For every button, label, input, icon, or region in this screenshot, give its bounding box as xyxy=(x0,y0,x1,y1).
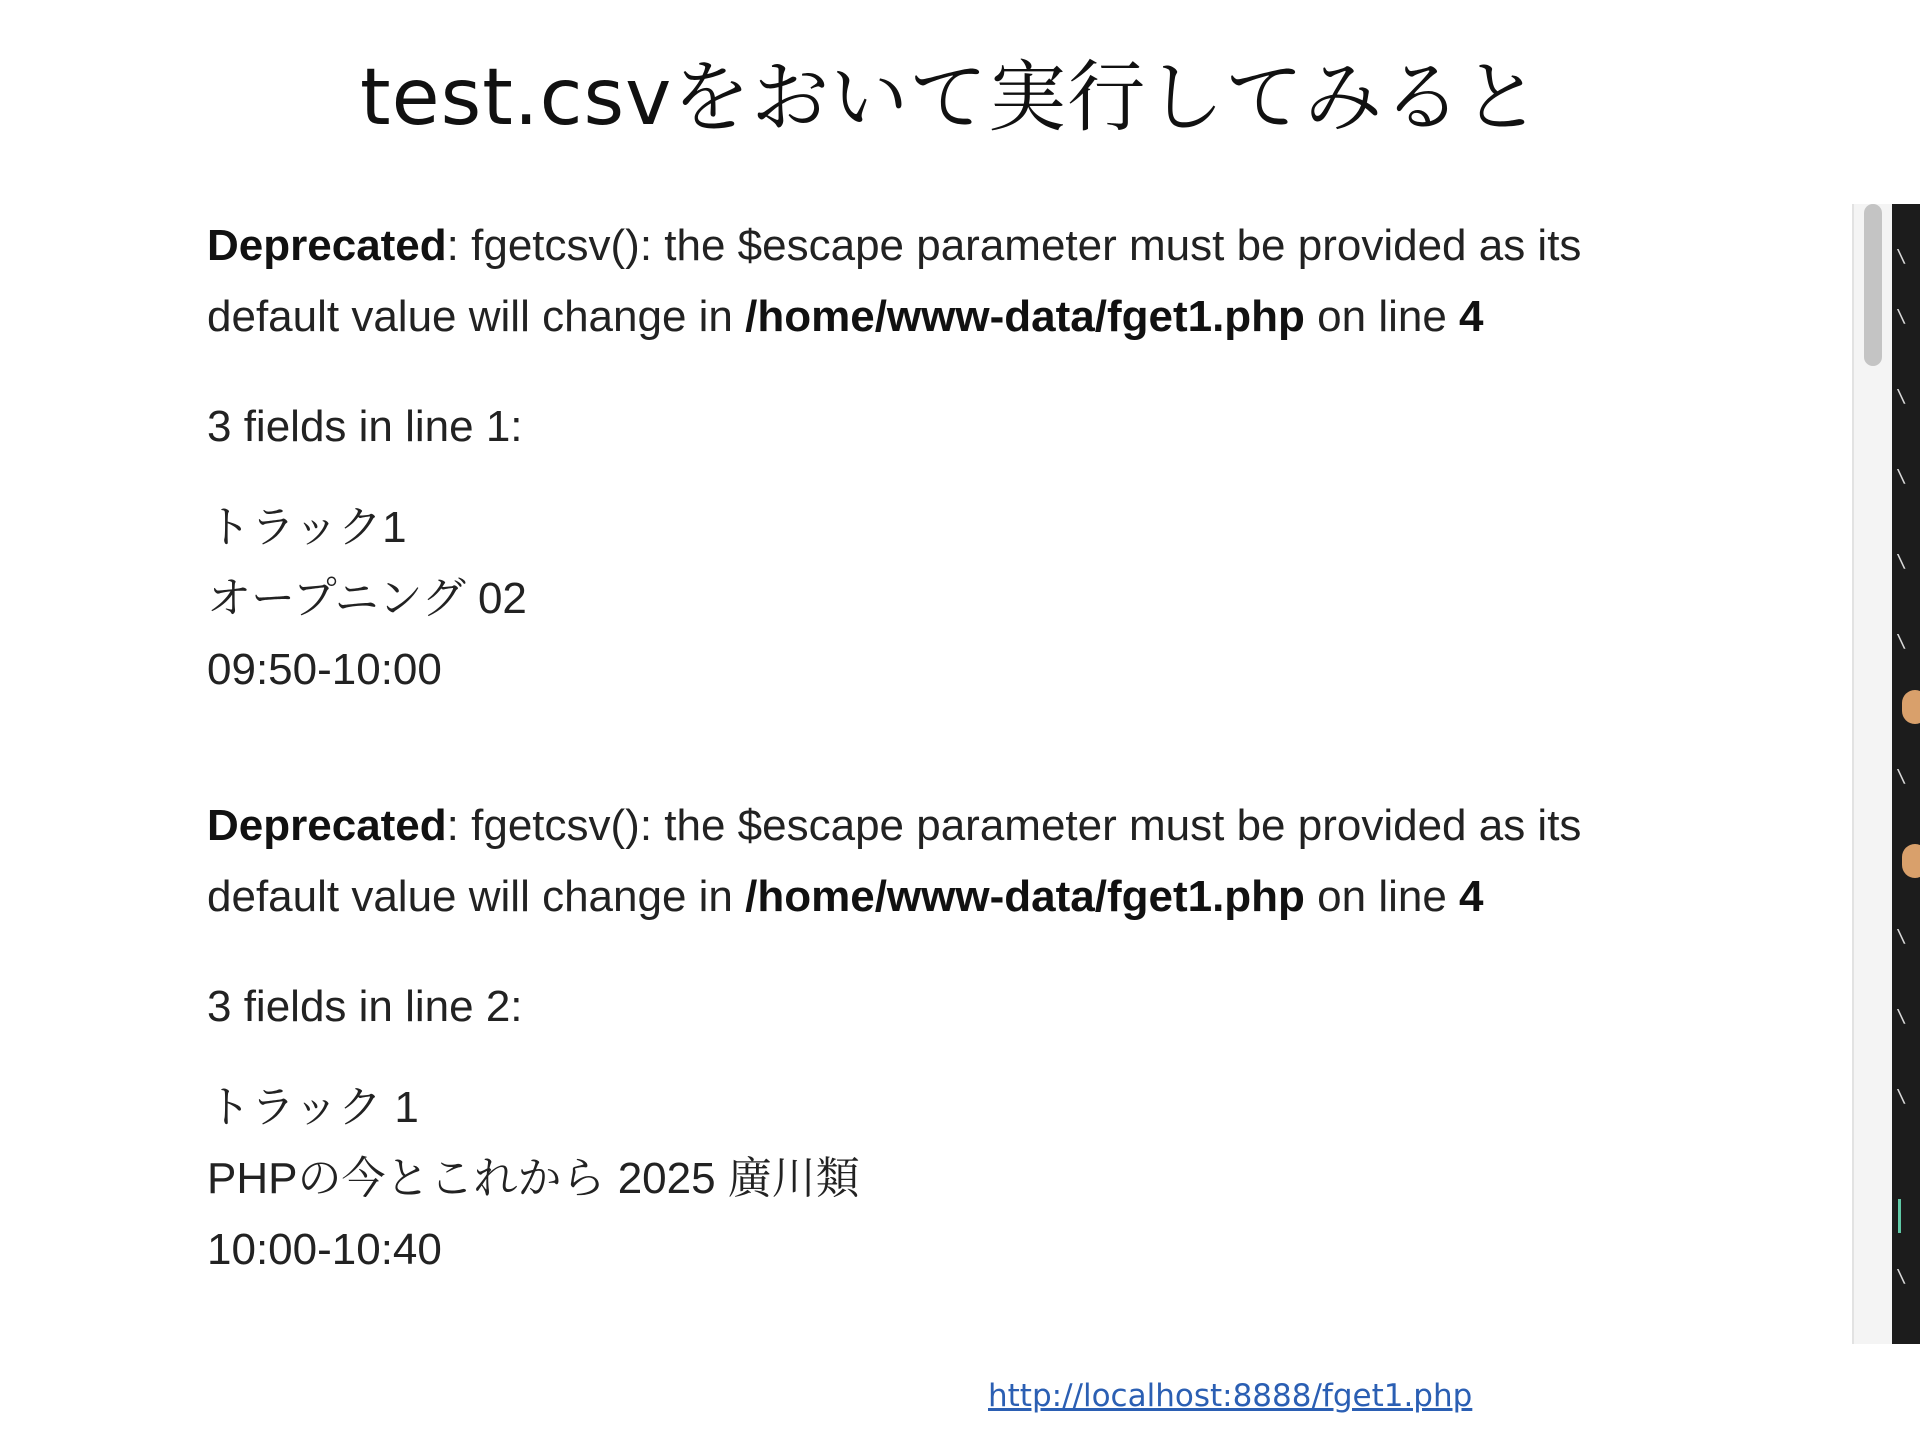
csv-record xyxy=(207,1072,1837,1285)
warning-label: Deprecated xyxy=(207,221,447,270)
warning-line-number: 4 xyxy=(1459,292,1484,341)
php-output xyxy=(207,210,1837,1344)
warning-line-1 xyxy=(207,210,1837,281)
terminal-window-edge xyxy=(1892,204,1920,1344)
warning-on-line: on line xyxy=(1304,292,1460,341)
warning-message-cont: default value will change in xyxy=(207,292,746,341)
warning-on-line: on line xyxy=(1304,872,1460,921)
deprecated-warning xyxy=(207,790,1837,932)
warning-file-path: /home/www-data/fget1.php xyxy=(745,872,1305,921)
terminal-glyph-icon: \ xyxy=(1896,1006,1907,1027)
warning-line-number: 4 xyxy=(1459,872,1484,921)
scrollbar-thumb[interactable] xyxy=(1864,204,1882,366)
warning-message-cont: default value will change in xyxy=(207,872,746,921)
source-url-link[interactable]: http://localhost:8888/fget1.php xyxy=(988,1378,1473,1414)
warning-file-path: /home/www-data/fget1.php xyxy=(745,292,1305,341)
vertical-scrollbar[interactable] xyxy=(1852,204,1892,1344)
terminal-glyph-icon: \ xyxy=(1896,246,1907,267)
warning-line-2 xyxy=(207,281,1837,352)
warning-message: : fgetcsv(): the $escape parameter must be provided as its xyxy=(446,221,1582,270)
terminal-dot-icon xyxy=(1902,844,1920,878)
csv-field-title: オープニング 02 xyxy=(207,574,527,623)
terminal-glyph-icon: \ xyxy=(1896,926,1907,947)
terminal-dot-icon xyxy=(1902,690,1920,724)
csv-field-time: 10:00-10:40 xyxy=(207,1225,442,1274)
terminal-glyph-icon: \ xyxy=(1896,766,1907,787)
browser-screenshot xyxy=(0,204,1920,1344)
deprecated-warning xyxy=(207,210,1837,352)
csv-field-title: PHPの今とこれから 2025 廣川類 xyxy=(207,1154,860,1203)
terminal-glyph-icon: \ xyxy=(1896,551,1907,572)
terminal-glyph-icon: \ xyxy=(1896,466,1907,487)
terminal-glyph-icon: \ xyxy=(1896,1086,1907,1107)
fields-count-text: 3 fields in line 1: xyxy=(207,402,523,451)
csv-field-time: 09:50-10:00 xyxy=(207,645,442,694)
fields-count-text: 3 fields in line 2: xyxy=(207,982,523,1031)
terminal-glyph-icon: \ xyxy=(1896,306,1907,327)
warning-line-2 xyxy=(207,861,1837,932)
csv-field-track: トラック 1 xyxy=(207,1083,419,1132)
warning-message: : fgetcsv(): the $escape parameter must be provided as its xyxy=(446,801,1582,850)
terminal-glyph-icon: \ xyxy=(1896,1266,1907,1287)
warning-line-1 xyxy=(207,790,1837,861)
slide-title: test.csvをおいて実行してみると xyxy=(360,53,1542,143)
browser-viewport xyxy=(0,204,1852,1344)
terminal-line-icon xyxy=(1898,1199,1901,1233)
csv-record xyxy=(207,492,1837,705)
terminal-glyph-icon: \ xyxy=(1896,386,1907,407)
terminal-glyph-icon: \ xyxy=(1896,631,1907,652)
csv-field-track: トラック1 xyxy=(207,503,407,552)
warning-label: Deprecated xyxy=(207,801,447,850)
